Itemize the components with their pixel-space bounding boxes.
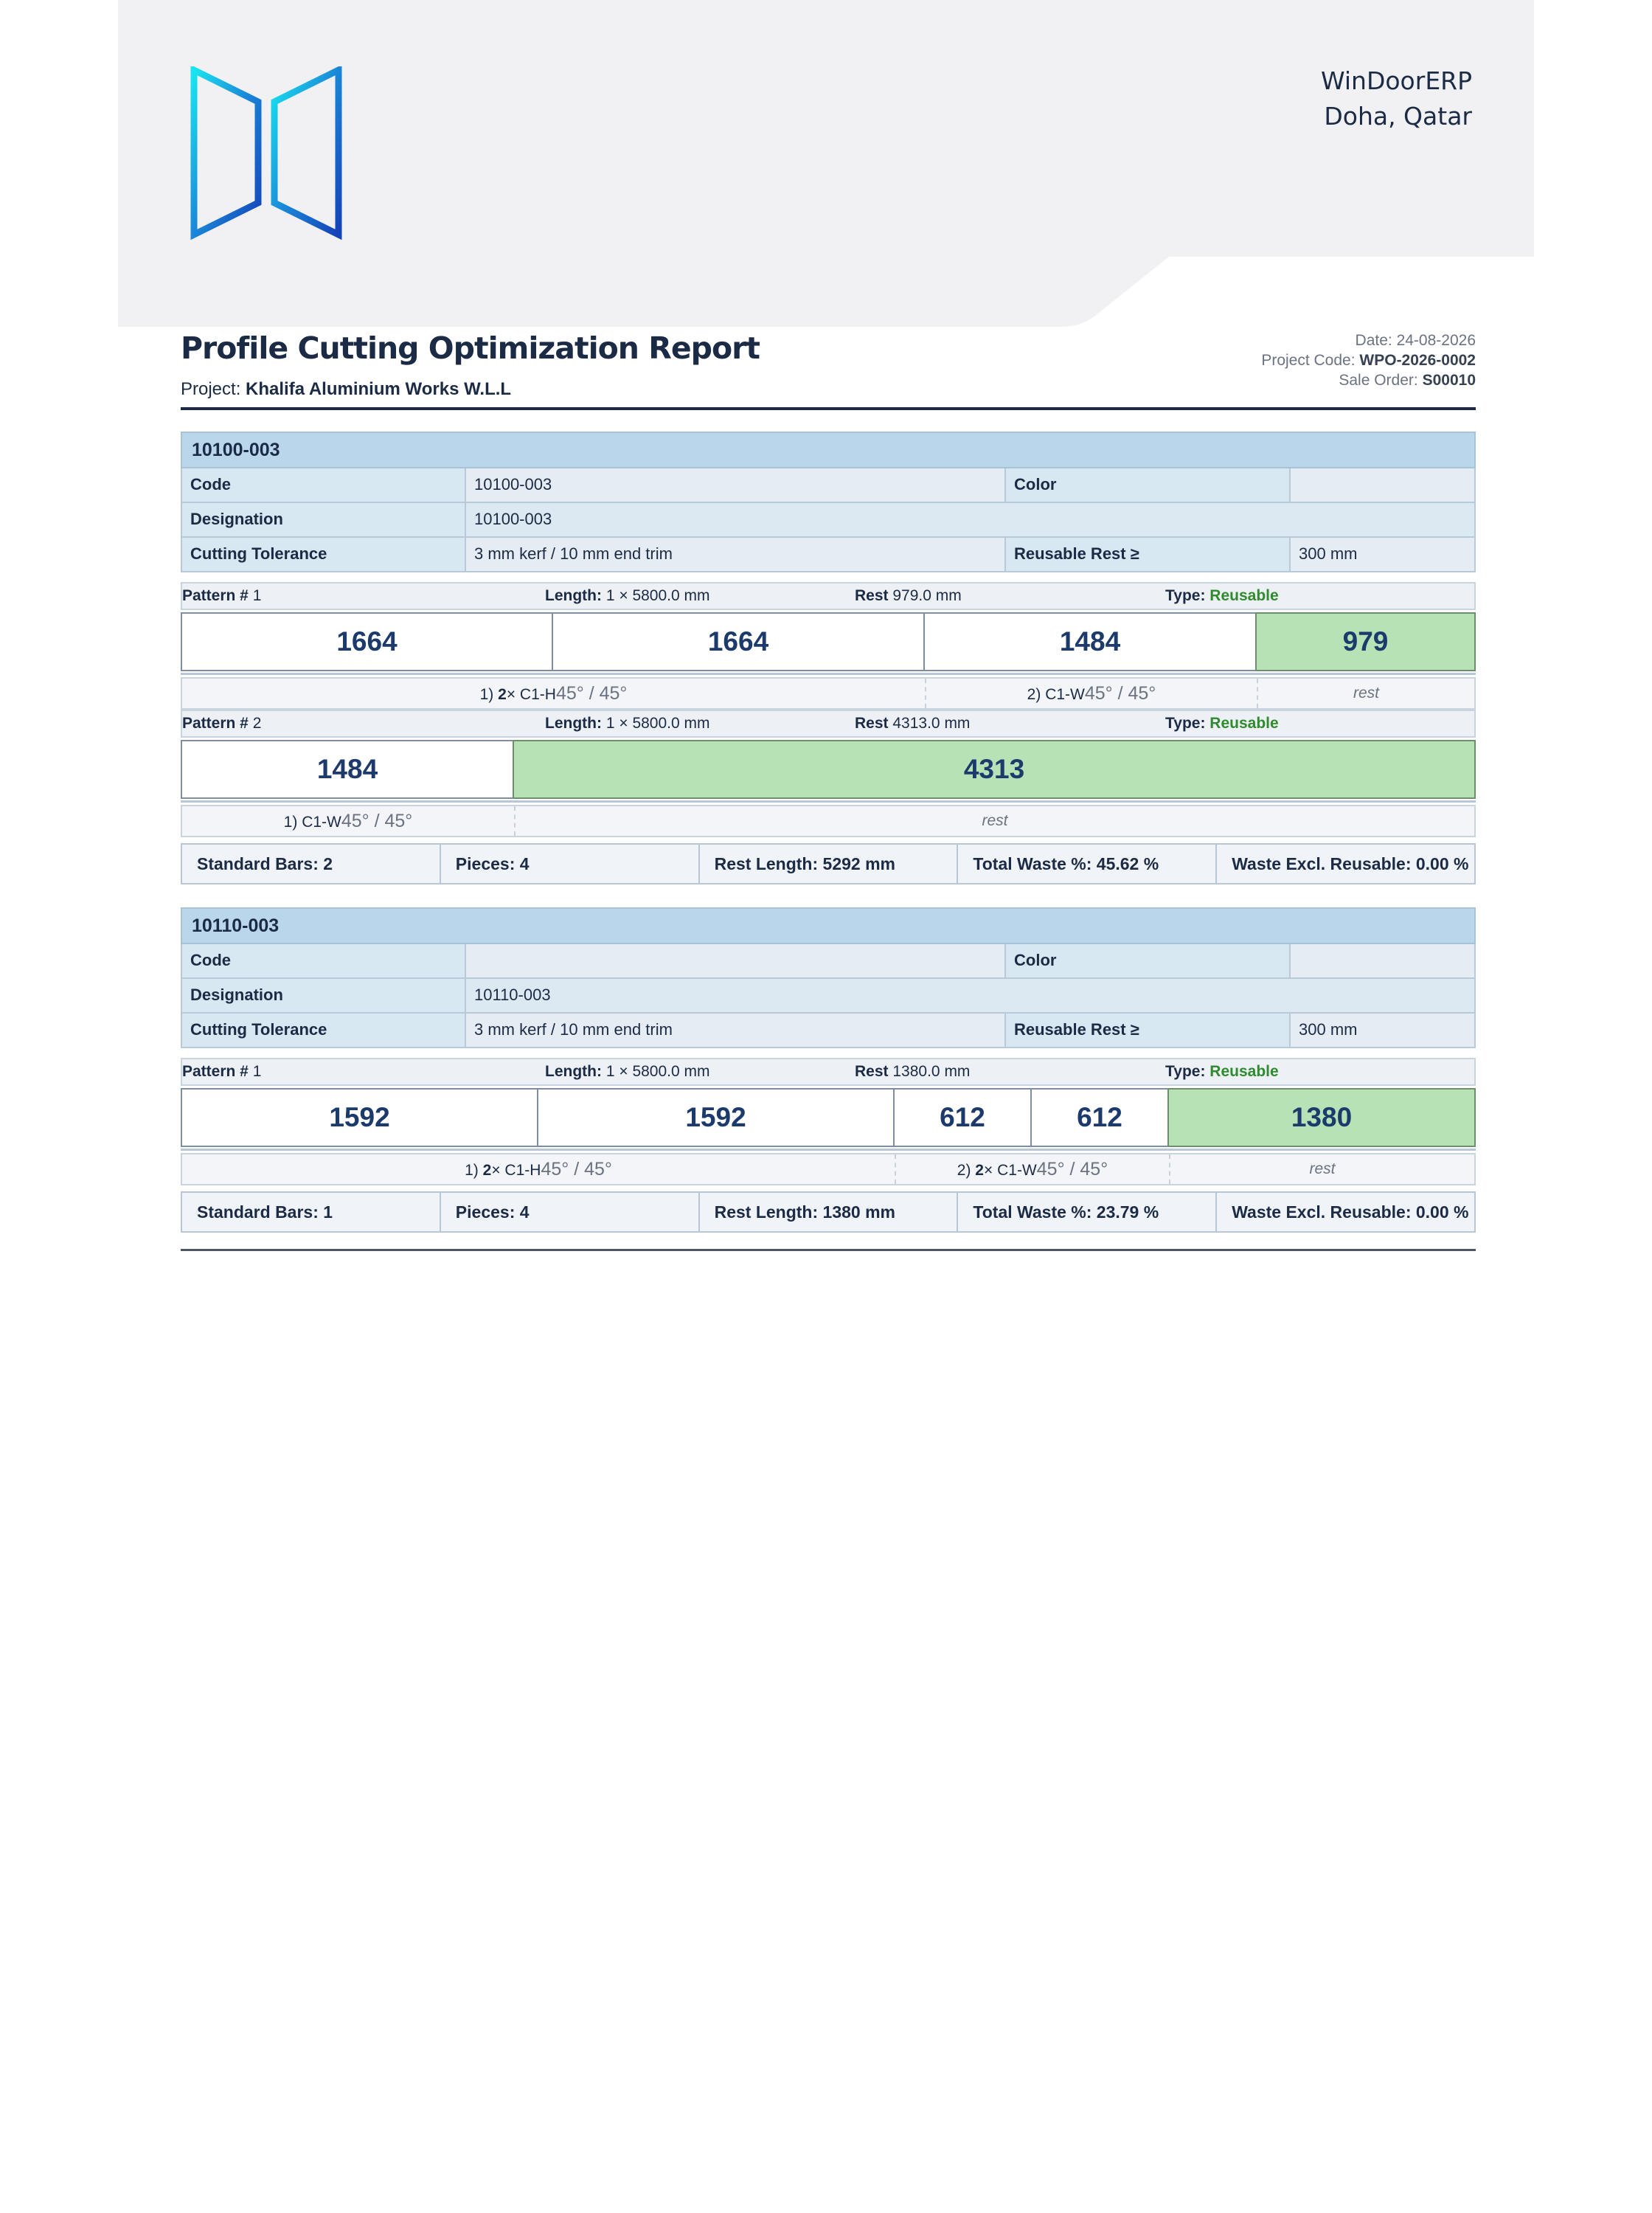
designation-value: 10100-003: [466, 503, 1474, 536]
cut-label-name: C1-W: [1045, 686, 1085, 703]
standard-bars: Standard Bars: 1: [182, 1193, 441, 1231]
pattern-number-value: 1: [252, 587, 262, 604]
length-value: 1 × 5800.0 mm: [605, 1063, 710, 1080]
type-label: Type:: [1165, 1063, 1206, 1080]
info-row-designation: [181, 979, 1476, 1014]
cut-label-angles: 45° / 45°: [541, 1159, 612, 1180]
cut-label-name: C1-H: [519, 686, 556, 703]
cut-label: [896, 1154, 1170, 1184]
profile-header: 10100-003: [181, 432, 1476, 468]
color-label: Color: [1006, 944, 1291, 977]
sale-order-line: [1261, 370, 1476, 390]
cut-label-times: ×: [983, 1162, 998, 1179]
project-code-line: [1261, 350, 1476, 370]
cut-label-prefix: 1): [465, 1162, 483, 1179]
rest-cut-label: rest: [1309, 1160, 1336, 1177]
project-code-label: Project Code:: [1261, 352, 1356, 369]
length-label: Length:: [545, 715, 602, 732]
cut-label-name: C1-W: [302, 814, 341, 831]
pattern-header: [181, 710, 1476, 738]
bar-rest-segment: 4313: [513, 740, 1476, 799]
cutting-tolerance-label: Cutting Tolerance: [182, 538, 466, 571]
profile-summary: [181, 843, 1476, 884]
sale-order-value: S00010: [1422, 372, 1476, 389]
reusable-rest-value: 300 mm: [1291, 1014, 1474, 1047]
pattern-type: [1165, 1059, 1279, 1084]
bar-rest-segment: 979: [1255, 612, 1476, 671]
cut-labels: [181, 1153, 1476, 1185]
rest-label: Rest: [855, 587, 889, 604]
pattern-length: [545, 583, 710, 609]
company-address: [1321, 63, 1472, 134]
cutting-tolerance-label: Cutting Tolerance: [182, 1014, 466, 1047]
cut-label-prefix: 2): [957, 1162, 976, 1179]
pieces-count: Pieces: 4: [441, 845, 700, 883]
cut-label-qty: 2: [498, 686, 507, 703]
total-waste: Total Waste %: 23.79 %: [958, 1193, 1217, 1231]
cut-label: [926, 679, 1258, 708]
pattern-label: Pattern #: [182, 1063, 249, 1080]
bar-segment: 1592: [537, 1088, 895, 1147]
date-value: 24-08-2026: [1396, 332, 1476, 349]
project-line: [181, 379, 511, 400]
type-value: Reusable: [1210, 715, 1279, 732]
pattern-number-value: 1: [252, 1063, 262, 1080]
page-title: Profile Cutting Optimization Report: [181, 330, 760, 366]
pattern-label: Pattern #: [182, 715, 249, 732]
rest-value: 1380.0 mm: [892, 1063, 971, 1080]
waste-excl-reusable: Waste Excl. Reusable: 0.00 %: [1232, 854, 1469, 873]
cut-label: [182, 679, 926, 708]
cut-labels: [181, 677, 1476, 710]
date-line: [1261, 330, 1476, 350]
pattern-rest: [855, 583, 962, 609]
cut-label-qty: 2: [975, 1162, 984, 1179]
reusable-rest-value: 300 mm: [1291, 538, 1474, 571]
company-city: Doha, Qatar: [1324, 102, 1472, 131]
code-label: Code: [182, 944, 466, 977]
date-label: Date:: [1355, 332, 1392, 349]
type-label: Type:: [1165, 715, 1206, 732]
profile-section: [181, 907, 1476, 1233]
cutting-bar: [181, 1088, 1476, 1150]
cut-label-angles: 45° / 45°: [1084, 683, 1156, 704]
bar-underline: [181, 673, 1476, 675]
pattern-number: [182, 583, 261, 609]
cut-label-prefix: 1): [283, 814, 302, 831]
cutting-bar: [181, 740, 1476, 802]
rest-length: Rest Length: 1380 mm: [700, 1193, 959, 1231]
standard-bars: Standard Bars: 2: [182, 845, 441, 883]
bar-underline: [181, 800, 1476, 803]
waste-excl-reusable: Waste Excl. Reusable: 0.00 %: [1232, 1202, 1469, 1222]
cutting-tolerance-value: 3 mm kerf / 10 mm end trim: [466, 1014, 1006, 1047]
profile-section: [181, 432, 1476, 884]
profile-header: 10110-003: [181, 907, 1476, 944]
length-value: 1 × 5800.0 mm: [605, 715, 710, 732]
reusable-rest-label: Reusable Rest ≥: [1006, 1014, 1291, 1047]
info-row-designation: [181, 503, 1476, 538]
cut-labels: [181, 805, 1476, 837]
code-value: 10100-003: [466, 468, 1006, 502]
total-waste: Total Waste %: 45.62 %: [958, 845, 1217, 883]
project-label: Project:: [181, 379, 241, 399]
rest-value: 979.0 mm: [892, 587, 962, 604]
cutting-tolerance-value: 3 mm kerf / 10 mm end trim: [466, 538, 1006, 571]
type-label: Type:: [1165, 587, 1206, 604]
pattern-length: [545, 1059, 710, 1084]
pattern-header: [181, 582, 1476, 610]
bar-segment: 612: [893, 1088, 1032, 1147]
sale-order-label: Sale Order:: [1339, 372, 1418, 389]
info-row-code: [181, 944, 1476, 979]
pattern-number: [182, 1059, 261, 1084]
bar-segment: 1484: [923, 612, 1257, 671]
bar-segment: 1484: [181, 740, 514, 799]
code-value: [466, 944, 1006, 977]
report-meta: [1261, 330, 1476, 390]
project-code-value: WPO-2026-0002: [1359, 352, 1476, 369]
bar-underline: [181, 1149, 1476, 1151]
pattern-rest: [855, 1059, 970, 1084]
type-value: Reusable: [1210, 1063, 1279, 1080]
header-band: [118, 0, 1534, 327]
pattern-type: [1165, 583, 1279, 609]
pattern-type: [1165, 711, 1279, 736]
code-label: Code: [182, 468, 466, 502]
cut-label-angles: 45° / 45°: [341, 811, 413, 831]
pattern-rest: [855, 711, 970, 736]
cut-label-name: C1-W: [997, 1162, 1037, 1179]
cut-label-qty: 2: [482, 1162, 492, 1179]
cut-label-times: ×: [491, 1162, 505, 1179]
cut-label: [182, 1154, 896, 1184]
bar-segment: 1664: [181, 612, 553, 671]
cut-label-name: C1-H: [504, 1162, 541, 1179]
rest-label: Rest: [855, 1063, 889, 1080]
bar-segment: 1592: [181, 1088, 538, 1147]
pattern-label: Pattern #: [182, 587, 249, 604]
designation-label: Designation: [182, 979, 466, 1012]
pattern-header: [181, 1058, 1476, 1086]
info-row-tolerance: [181, 1014, 1476, 1048]
bar-segment: 612: [1030, 1088, 1169, 1147]
color-value: [1291, 468, 1474, 502]
company-logo-icon: [190, 66, 342, 246]
cut-label-angles: 45° / 45°: [555, 683, 628, 704]
cut-label-times: ×: [506, 686, 520, 703]
rest-value: 4313.0 mm: [892, 715, 971, 732]
type-value: Reusable: [1210, 587, 1279, 604]
profile-summary: [181, 1191, 1476, 1233]
designation-value: 10110-003: [466, 979, 1474, 1012]
pattern-length: [545, 711, 710, 736]
length-value: 1 × 5800.0 mm: [605, 587, 710, 604]
bar-segment: 1664: [552, 612, 925, 671]
pattern-number: [182, 711, 261, 736]
pieces-count: Pieces: 4: [441, 1193, 700, 1231]
length-label: Length:: [545, 1063, 602, 1080]
info-row-tolerance: [181, 538, 1476, 572]
cut-label: [182, 806, 516, 836]
footer-divider: [181, 1249, 1476, 1251]
rest-length: Rest Length: 5292 mm: [700, 845, 959, 883]
cut-label-prefix: 2): [1027, 686, 1046, 703]
report-title-block: [181, 328, 1476, 410]
info-row-code: [181, 468, 1476, 503]
rest-label: Rest: [855, 715, 889, 732]
rest-cut-label: rest: [1353, 685, 1379, 702]
cut-label-prefix: 1): [479, 686, 499, 703]
rest-cut-label: rest: [982, 812, 1008, 829]
bar-rest-segment: 1380: [1167, 1088, 1476, 1147]
color-label: Color: [1006, 468, 1291, 502]
cut-label-angles: 45° / 45°: [1036, 1159, 1108, 1180]
cutting-bar: [181, 612, 1476, 674]
designation-label: Designation: [182, 503, 466, 536]
project-name: Khalifa Aluminium Works W.L.L: [246, 379, 512, 399]
length-label: Length:: [545, 587, 602, 604]
reusable-rest-label: Reusable Rest ≥: [1006, 538, 1291, 571]
color-value: [1291, 944, 1474, 977]
company-name: WinDoorERP: [1320, 66, 1472, 95]
pattern-number-value: 2: [252, 715, 262, 732]
